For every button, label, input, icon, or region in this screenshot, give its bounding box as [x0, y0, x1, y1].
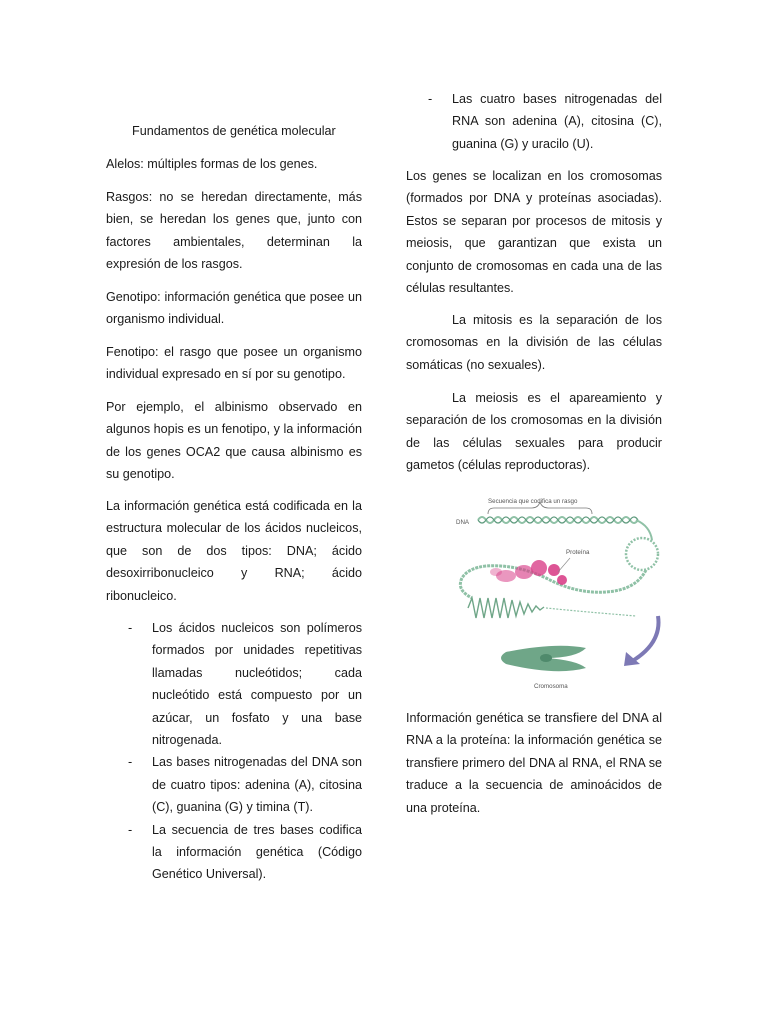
paragraph-meiosis: La meiosis es el apareamiento y separación de los cromosomas en la división de las células sexuales para producir gametos (células reproductoras). [406, 391, 662, 473]
paragraph-fenotipo: Fenotipo: el rasgo que posee un organismo individual expresado en sí por su genotipo. [106, 345, 362, 382]
dna-to-chromosome-figure [436, 492, 672, 696]
label-secuencia: Secuencia que codifica un rasgo [488, 498, 578, 505]
dash-bullet: - [128, 822, 133, 837]
paragraph-rasgos: Rasgos: no se heredan directamente, más bien, se heredan los genes que, junto con factores ambientales, determinan la expresión de los rasgos. [106, 190, 362, 272]
list-item-text: La secuencia de tres bases codifica la información genética (Código Genético Universal). [152, 822, 362, 882]
paragraph-mitosis: La mitosis es la separación de los cromosomas en la división de las células somáticas (no sexuales). [406, 313, 662, 372]
paragraph-informacion-genetica: La información genética está codificada en la estructura molecular de los ácidos nucleicos, que son de dos tipos: DNA; ácido desoxirribonucleico y RNA; ácido ribonucleico. [106, 499, 362, 603]
label-proteina: Proteína [566, 549, 590, 556]
list-item-text: Las cuatro bases nitrogenadas del RNA son adenina (A), citosina (C), guanina (G) y uracilo (U). [452, 92, 662, 151]
list-item-text: Los ácidos nucleicos son polímeros formados por unidades repetitivas llamadas nucleótidos; cada nucleótido está compuesto por un azúcar, un fosfato y una base nitrogenada. [152, 621, 362, 748]
list-item [106, 819, 362, 886]
paragraph-genes-cromosomas: Los genes se localizan en los cromosomas (formados por DNA y proteínas asociadas). Estos se separan por procesos de mitosis y meiosis, que garantizan que exista un conjunto de cromosomas en cada una de las células resultantes. [406, 169, 662, 296]
nucleic-acids-list [106, 617, 362, 886]
dash-bullet: - [128, 621, 133, 635]
arrow-to-chromosome [634, 616, 659, 660]
dna-illustration [436, 492, 672, 696]
rna-bases-list [406, 88, 662, 155]
list-item [106, 751, 362, 818]
paragraph-genotipo: Genotipo: información genética que posee un organismo individual. [106, 290, 362, 327]
dash-bullet: - [128, 755, 133, 770]
list-item [406, 88, 662, 155]
chromosome [501, 646, 586, 671]
paragraph-alelos: Alelos: múltiples formas de los genes. [106, 157, 318, 171]
dna-strand-lower [468, 598, 544, 618]
list-item-text: Las bases nitrogenadas del DNA son de cuatro tipos: adenina (A), citosina (C), guanina (G) y timina (T). [152, 755, 362, 815]
dash-bullet: - [428, 92, 433, 106]
list-item [106, 617, 362, 751]
paragraph-transferencia: Información genética se transfiere del DNA al RNA a la proteína: la información genética se transfiere primero del DNA al RNA, el RNA se traduce a la secuencia de aminoácidos de una proteína. [406, 711, 662, 815]
dna-coil-right [626, 538, 658, 570]
label-dna: DNA [456, 519, 470, 526]
paragraph-ejemplo: Por ejemplo, el albinismo observado en algunos hopis es un fenotipo, y la información de los genes OCA2 que causa albinismo es su genotipo. [106, 400, 362, 482]
label-cromosoma: Cromosoma [534, 683, 568, 690]
document-title: Fundamentos de genética molecular [132, 124, 336, 138]
